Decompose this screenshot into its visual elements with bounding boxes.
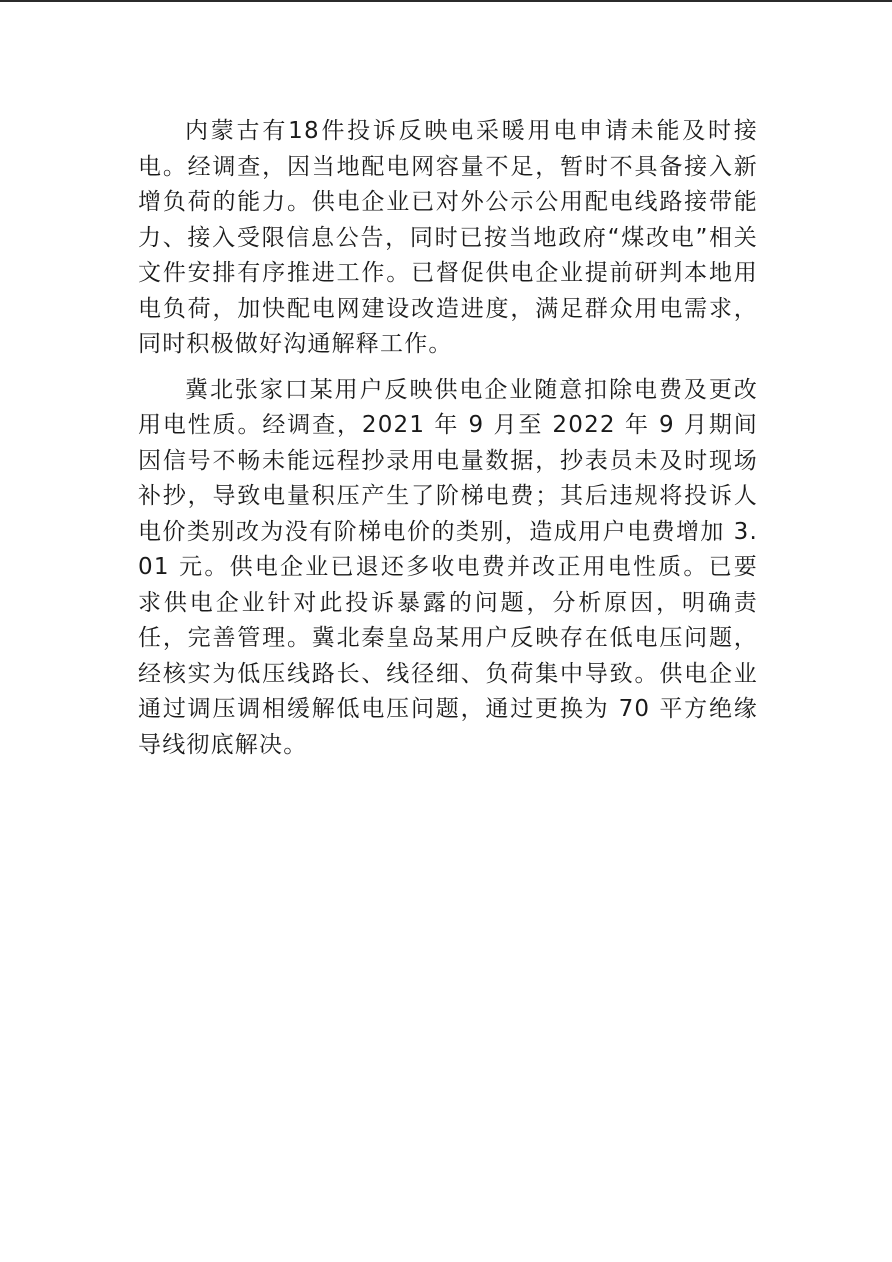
page-top-border	[0, 0, 892, 2]
paragraph-inner-mongolia: 内蒙古有18件投诉反映电采暖用电申请未能及时接电。经调查，因当地配电网容量不足，暂时不具备接入新增负荷的能力。供电企业已对外公示公用配电线路接带能力、接入受限信息公告，同时已按当地政府“煤改电”相关文件安排有序推进工作。已督促供电企业提前研判本地用电负荷，加快配电网建设改造进度，满足群众用电需求，同时积极做好沟通解释工作。	[138, 118, 758, 357]
paragraph-jibei: 冀北张家口某用户反映供电企业随意扣除电费及更改用电性质。经调查，2021 年 9 月至 2022 年 9 月期间因信号不畅未能远程抄录用电量数据，抄表员未及时现场补抄，导致电量积压产生了阶梯电费；其后违规将投诉人电价类别改为没有阶梯电价的类别，造成用户电费增加 3.01 元。供电企业已退还多收电费并改正用电性质。已要求供电企业针对此投诉暴露的问题，分析原因，明确责任，完善管理。冀北秦皇岛某用户反映存在低电压问题，经核实为低压线路长、线径细、负荷集中导致。供电企业通过调压调相缓解低电压问题，通过更换为 70 平方绝缘导线彻底解决。	[138, 376, 758, 758]
document-body	[138, 114, 758, 763]
